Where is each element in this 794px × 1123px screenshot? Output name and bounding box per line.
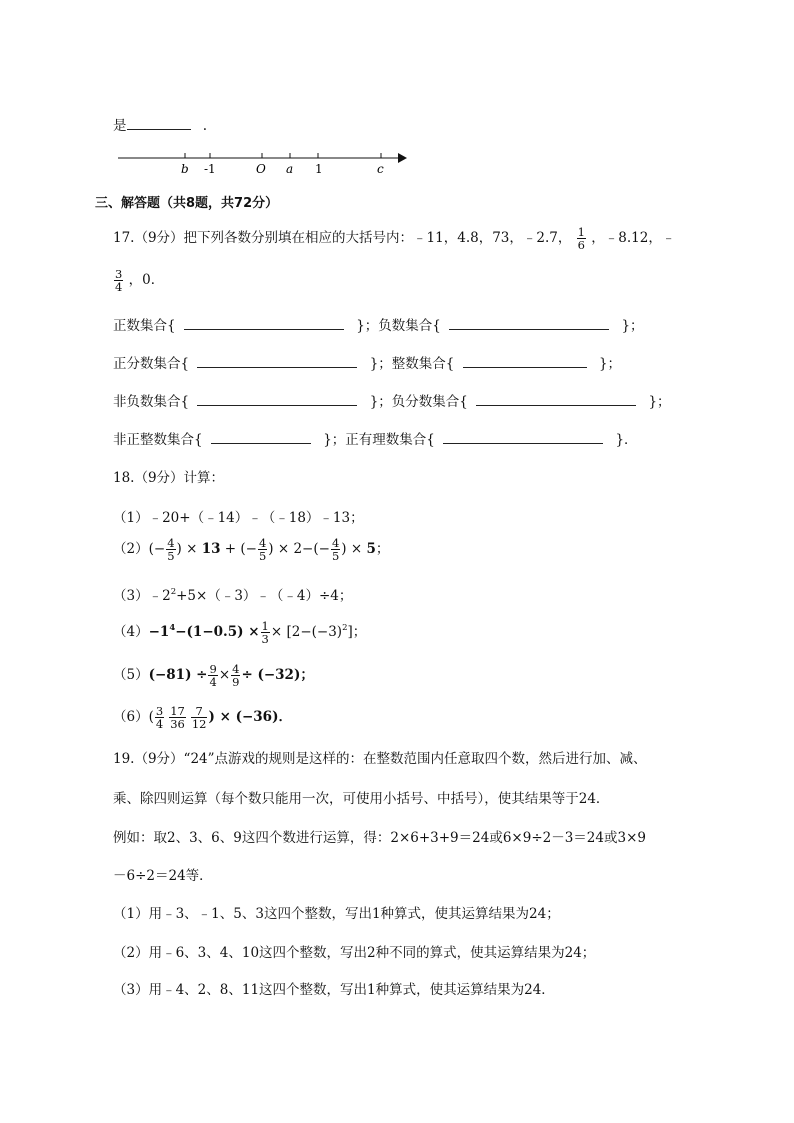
answer-blank (211, 430, 311, 444)
q19-line2: 乘、除四则运算（每个数只能用一次，可使用小括号、中括号），使其结果等于24． (113, 791, 610, 807)
fraction-four-fifths (331, 537, 340, 562)
frac-num: 4 (331, 536, 340, 550)
answer-blank (463, 354, 587, 368)
answer-blank (127, 116, 191, 130)
fraction-four-fifths (258, 537, 267, 562)
frac-num: 4 (167, 536, 175, 550)
frac-den: 9 (232, 675, 240, 689)
q17-stem-a: 17.（9分）把下列各数分别填在相应的大括号内：﹣11，4.8，73，﹣2.7， (113, 230, 572, 246)
expr-text: ) × 2−(− (268, 541, 330, 557)
q18-part4 (113, 620, 366, 645)
q17-stem-cont (113, 268, 164, 293)
set-sep: }； (648, 394, 671, 410)
answer-blank (197, 392, 357, 406)
q17-row3 (113, 390, 671, 410)
expr-text: × [2−(−3) (270, 624, 343, 640)
frac-num: 9 (209, 662, 217, 676)
expr-text: ]； (347, 624, 367, 640)
part-label: （5） (113, 667, 149, 683)
intro-period: . (202, 118, 208, 134)
intro-line (113, 114, 207, 134)
q17-row1 (113, 314, 644, 334)
label-b: b (181, 162, 189, 176)
frac-den: 3 (261, 632, 269, 646)
q17-row2 (113, 352, 621, 372)
q17-stem (113, 226, 675, 251)
expr-bold: 13 (201, 541, 221, 557)
expr-bold: ) × (−36)． (208, 709, 292, 725)
frac-num: 4 (258, 536, 267, 550)
fraction-three-fourths (114, 268, 123, 293)
part-label: （2） (113, 541, 149, 557)
expr-bold: −(1−0.5) × (175, 624, 260, 640)
answer-blank (449, 316, 609, 330)
q18-part2 (113, 537, 389, 562)
expr-text: (− (148, 541, 166, 557)
set-nonnegative: 非负数集合{ (113, 394, 190, 410)
part-label: （4） (113, 624, 149, 640)
number-line (110, 148, 530, 182)
q19-line4: －6÷2＝24等． (113, 868, 213, 884)
q18-part5 (113, 663, 314, 688)
frac-den: 6 (577, 238, 585, 252)
expr-bold: (−81) ÷ (148, 667, 208, 683)
frac-den: 4 (155, 717, 164, 731)
fraction-one-third (261, 620, 270, 645)
fraction-three-fourths (155, 705, 164, 730)
frac-num: 3 (155, 704, 164, 718)
expr-text: + (− (220, 541, 257, 557)
q19-line3: 例如：取2、3、6、9这四个数进行运算，得：2×6+3+9＝24或6×9÷2－3＝24或3×9 (113, 830, 646, 846)
set-positive-rational: 正有理数集合{ (345, 432, 435, 448)
frac-num: 3 (115, 267, 123, 281)
label-c: c (377, 162, 384, 176)
exponent: 2 (342, 623, 348, 633)
frac-den: 5 (258, 549, 267, 563)
expr-text: ( (148, 709, 154, 725)
fraction-nine-fourths (208, 663, 217, 688)
fraction-four-ninths (231, 663, 240, 688)
set-sep: }； (598, 356, 622, 372)
frac-den: 5 (167, 549, 175, 563)
expr-text: +5×（﹣3）﹣（﹣4）÷4； (176, 588, 353, 604)
set-positive-fraction: 正分数集合{ (113, 356, 190, 372)
frac-num: 1 (577, 225, 585, 239)
exponent: 4 (169, 623, 176, 633)
answer-blank (197, 354, 357, 368)
expr-text: ) × (176, 541, 202, 557)
frac-den: 4 (115, 280, 123, 294)
fraction-seven-twelfths (191, 705, 208, 730)
part-label: （6） (113, 709, 149, 725)
section-title: 三、解答题（共8题，共72分） (95, 196, 279, 211)
set-sep: }； (356, 318, 379, 334)
q17-stem-b: ，﹣8.12，﹣ (591, 230, 676, 246)
expr-text: ； (375, 541, 390, 557)
frac-den: 5 (331, 549, 340, 563)
fraction-seventeen-thirtysixths (169, 705, 186, 730)
label-one: 1 (315, 162, 323, 176)
expr-bold: −1 (148, 624, 170, 640)
set-sep: }； (369, 394, 392, 410)
fraction-four-fifths (166, 537, 175, 562)
frac-num: 4 (232, 662, 240, 676)
set-end: }． (615, 432, 638, 448)
q19-line1: 19.（9分）“24”点游戏的规则是这样的：在整数范围内任意取四个数，然后进行加、减、 (113, 751, 647, 767)
frac-num: 7 (195, 704, 203, 718)
set-sep: }； (323, 432, 346, 448)
set-positive: 正数集合{ (113, 318, 176, 334)
label-a: a (286, 162, 294, 176)
expr-text: （3）﹣2 (113, 588, 171, 604)
set-negative: 负数集合{ (378, 318, 441, 334)
set-negative-fraction: 负分数集合{ (391, 394, 468, 410)
label-neg1: -1 (204, 162, 216, 176)
frac-num: 1 (261, 619, 269, 633)
q17-row4 (113, 428, 638, 448)
q18-part6 (113, 705, 292, 730)
label-origin: O (256, 162, 266, 176)
expr-bold: 5 (366, 541, 376, 557)
expr-text: ) × (341, 541, 367, 557)
frac-num: 17 (170, 704, 185, 718)
q18-stem: 18.（9分）计算： (113, 470, 225, 486)
q19-part1: （1）用﹣3、﹣1、5、3这四个整数，写出1种算式，使其运算结果为24； (113, 906, 560, 922)
q19-part2: （2）用﹣6、3、4、10这四个整数，写出2种不同的算式，使其运算结果为24； (113, 945, 596, 961)
q18-part3 (113, 584, 352, 604)
expr-text: × (218, 667, 231, 683)
answer-blank (443, 430, 603, 444)
q17-stem-c: ，0． (128, 272, 165, 288)
frac-den: 4 (209, 675, 217, 689)
fraction-one-sixth (577, 226, 586, 251)
answer-blank (476, 392, 636, 406)
q18-part1: （1）﹣20+（﹣14）﹣（﹣18）﹣13； (113, 510, 364, 526)
intro-prefix: 是 (113, 118, 127, 134)
q19-part3: （3）用﹣4、2、8、11这四个整数，写出1种算式，使其运算结果为24． (113, 982, 555, 998)
expr-bold: ÷ (−32)； (241, 667, 314, 683)
set-sep: }； (369, 356, 392, 372)
frac-den: 36 (170, 717, 185, 731)
set-integer: 整数集合{ (391, 356, 455, 372)
set-sep: }； (621, 318, 644, 334)
answer-blank (184, 316, 344, 330)
exponent: 2 (170, 587, 177, 597)
set-nonpositive-integer: 非正整数集合{ (113, 432, 203, 448)
frac-den: 12 (191, 717, 207, 731)
